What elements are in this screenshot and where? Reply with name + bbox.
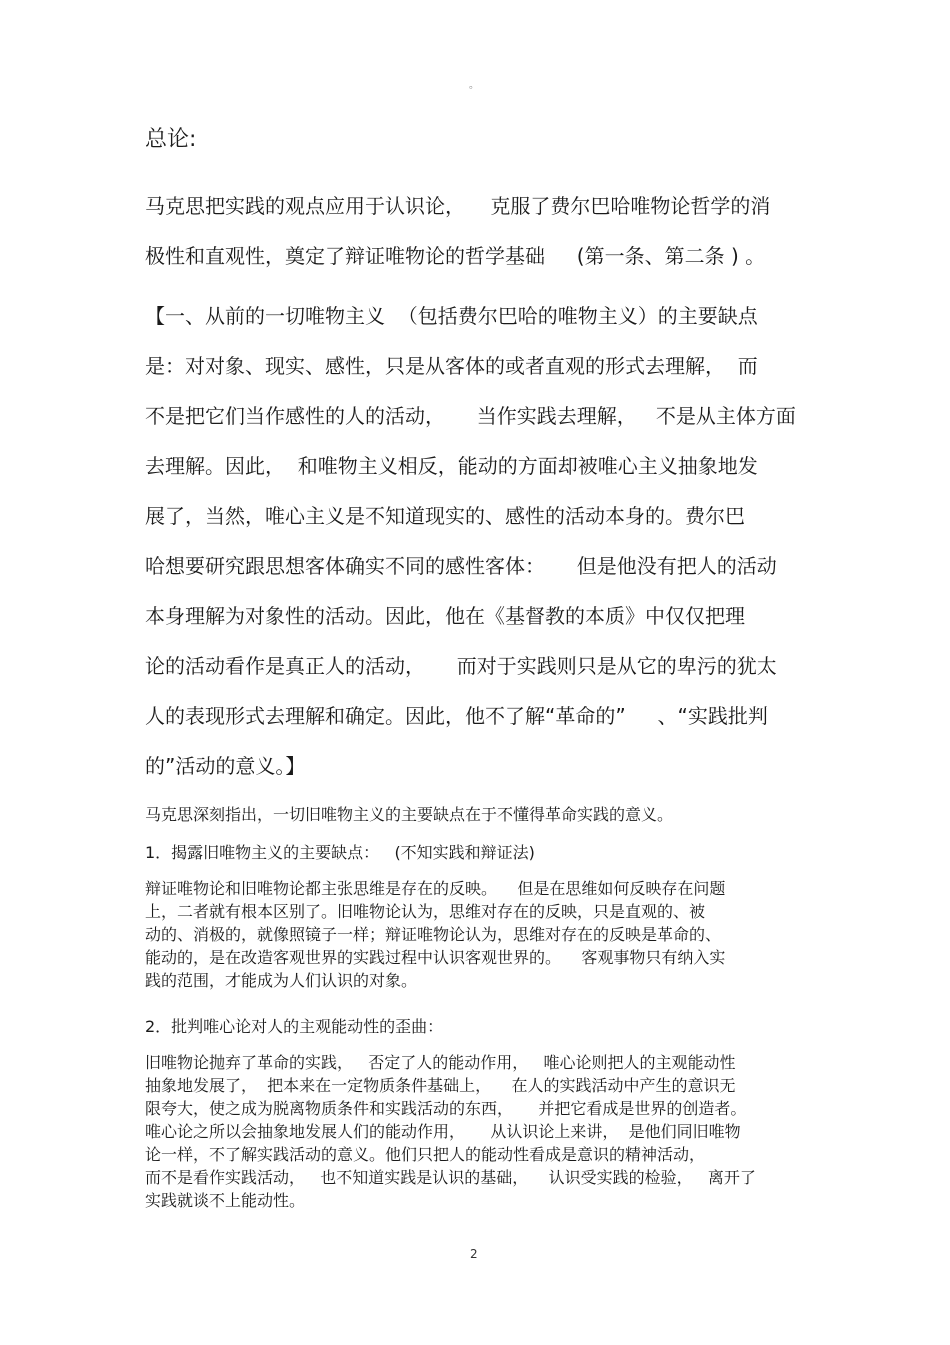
section2-title: 2．批判唯心论对人的主观能动性的歪曲： bbox=[145, 1017, 444, 1036]
top-mark: 。 bbox=[469, 80, 479, 91]
section2-body-line: 唯心论之所以会抽象地发展人们的能动作用， 从认识论上来讲， 是他们同旧唯物 bbox=[145, 1122, 741, 1141]
section1-title: 1．揭露旧唯物主义的主要缺点： (不知实践和辩证法) bbox=[145, 843, 535, 862]
quote-line: 去理解。因此， 和唯物主义相反，能动的方面却被唯心主义抽象地发 bbox=[145, 454, 758, 478]
section1-body-line: 践的范围，才能成为人们认识的对象。 bbox=[145, 971, 418, 990]
section1-body-line: 辩证唯物论和旧唯物论都主张思维是存在的反映。 但是在思维如何反映存在问题 bbox=[145, 879, 726, 898]
intro-line: 马克思把实践的观点应用于认识论， 克服了费尔巴哈唯物论哲学的消 bbox=[145, 194, 771, 218]
intro-line: 极性和直观性，奠定了辩证唯物论的哲学基础 (第一条、第二条 ) 。 bbox=[145, 244, 766, 268]
section1-body-line: 上，二者就有根本区别了。旧唯物论认为，思维对存在的反映，只是直观的、被 bbox=[145, 902, 706, 921]
section1-body-line: 动的、消极的，就像照镜子一样；辩证唯物论认为，思维对存在的反映是革命的、 bbox=[145, 925, 722, 944]
quote-line: 展了，当然，唯心主义是不知道现实的、感性的活动本身的。费尔巴 bbox=[145, 504, 745, 528]
section-heading: 总论: bbox=[145, 127, 197, 152]
section2-body-line: 论一样，不了解实践活动的意义。他们只把人的能动性看成是意识的精神活动， bbox=[145, 1145, 706, 1164]
quote-line: 【一、从前的一切唯物主义 （包括费尔巴哈的唯物主义）的主要缺点 bbox=[145, 304, 758, 328]
quote-line: 本身理解为对象性的活动。因此，他在《基督教的本质》中仅仅把理 bbox=[145, 604, 745, 628]
quote-line: 人的表现形式去理解和确定。因此，他不了解“革命的” 、“实践批判 bbox=[145, 704, 768, 728]
page-number: 2 bbox=[470, 1247, 478, 1261]
section2-body-line: 限夸大，使之成为脱离物质条件和实践活动的东西， 并把它看成是世界的创造者。 bbox=[145, 1099, 747, 1118]
quote-line: 不是把它们当作感性的人的活动， 当作实践去理解， 不是从主体方面 bbox=[145, 404, 796, 428]
quote-line: 哈想要研究跟思想客体确实不同的感性客体： 但是他没有把人的活动 bbox=[145, 554, 777, 578]
section1-body-line: 能动的，是在改造客观世界的实践过程中认识客观世界的。 客观事物只有纳入实 bbox=[145, 948, 726, 967]
section2-body-line: 实践就谈不上能动性。 bbox=[145, 1191, 306, 1210]
quote-line: 是：对对象、现实、感性，只是从客体的或者直观的形式去理解， 而 bbox=[145, 354, 758, 378]
quote-line: 的”活动的意义。】 bbox=[145, 754, 306, 778]
quote-line: 论的活动看作是真正人的活动， 而对于实践则只是从它的卑污的犹太 bbox=[145, 654, 777, 678]
section2-body-line: 抽象地发展了， 把本来在一定物质条件基础上， 在人的实践活动中产生的意识无 bbox=[145, 1076, 736, 1095]
summary-line: 马克思深刻指出，一切旧唯物主义的主要缺点在于不懂得革命实践的意义。 bbox=[145, 805, 674, 824]
section2-body-line: 而不是看作实践活动， 也不知道实践是认识的基础， 认识受实践的检验， 离开了 bbox=[145, 1168, 756, 1187]
section2-body-line: 旧唯物论抛弃了革命的实践， 否定了人的能动作用， 唯心论则把人的主观能动性 bbox=[145, 1053, 736, 1072]
